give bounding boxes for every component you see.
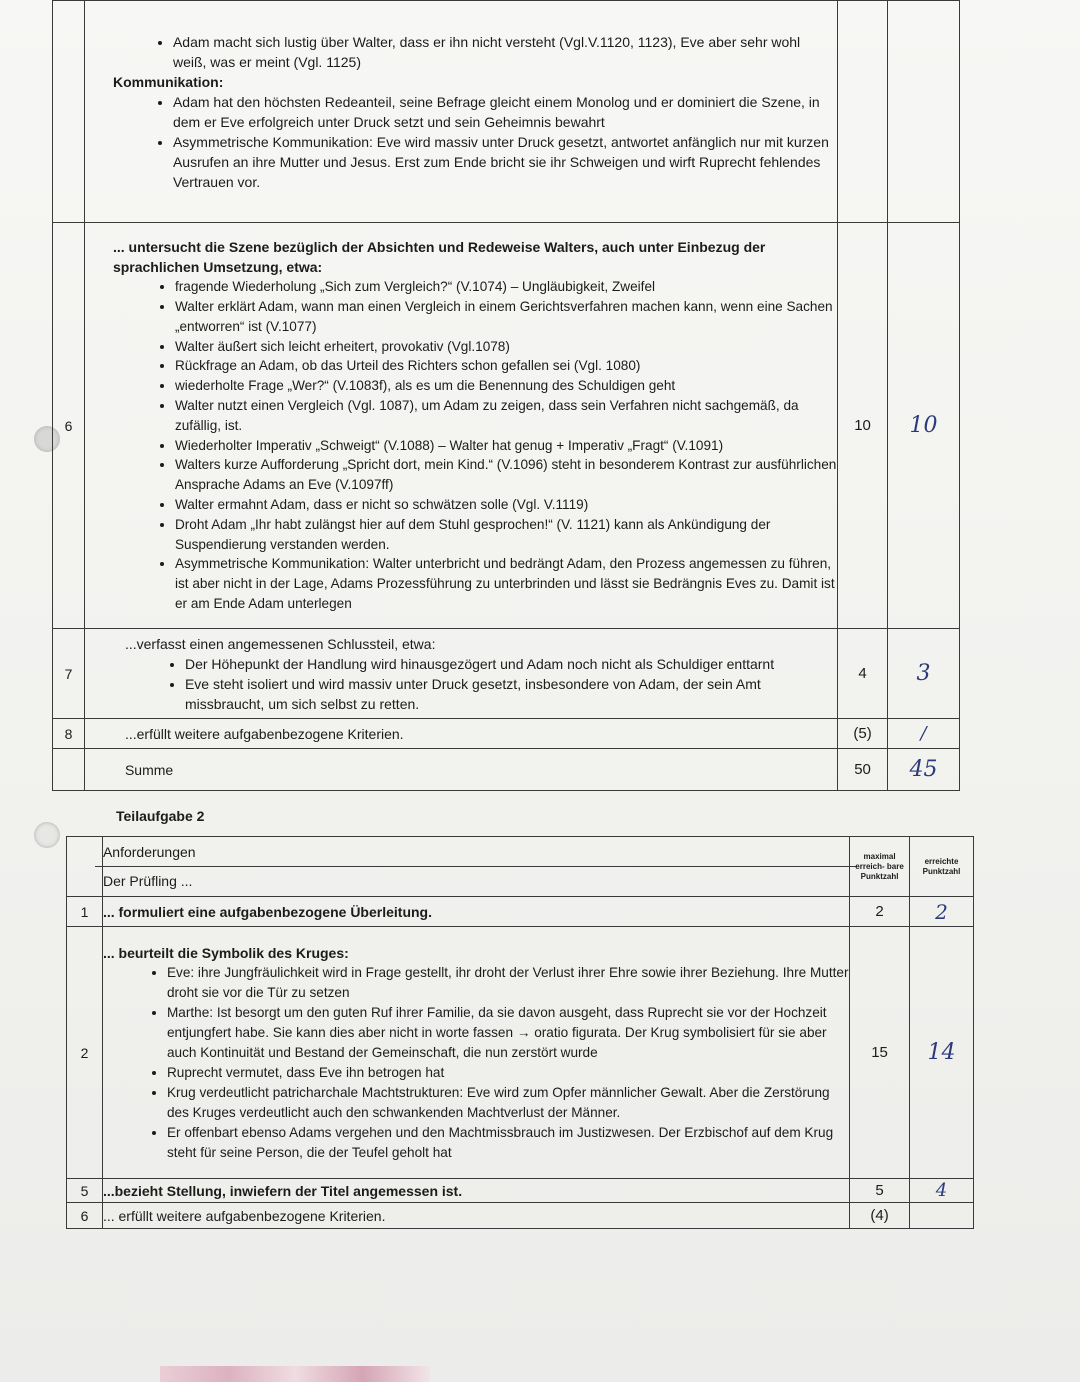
list-item: • Rückfrage an Adam, ob das Urteil des Richters schon gefallen sei (Vgl. 1080) xyxy=(175,356,837,376)
list-item: • Walter nutzt einen Vergleich (Vgl. 1087), um Adam zu zeigen, dass sein Verfahren nicht sachgemäß, da zufällig, ist. xyxy=(175,396,837,436)
list-item: • Walter ermahnt Adam, dass er nicht so schwätzen solle (Vgl. V.1119) xyxy=(175,495,837,515)
max-points: 2 xyxy=(850,897,910,927)
column-header-achieved: erreichte Punktzahl xyxy=(910,837,974,897)
list-item: • Walters kurze Aufforderung „Spricht dort, mein Kind.“ (V.1096) steht in besonderem Kontrast zur ausführlichen Ansprache Adams an Eve (V.1097ff) xyxy=(175,455,837,495)
row-number: 2 xyxy=(67,927,103,1179)
row-number: 6 xyxy=(53,223,85,629)
criterion-text: ...erfüllt weitere aufgabenbezogene Kriterien. xyxy=(124,725,404,742)
section-heading: Kommunikation: xyxy=(112,73,224,90)
column-header-max: maximal erreich- bare Punktzahl xyxy=(850,837,910,897)
pruefling-label: Der Prüfling ... xyxy=(95,866,857,891)
section-title: Teilaufgabe 2 xyxy=(116,808,205,824)
criterion-text xyxy=(102,927,849,1179)
punch-hole-bottom xyxy=(34,822,60,848)
table-row xyxy=(53,1,960,223)
list-item: • Er offenbart ebenso Adams vergehen und den Machtmissbrauch im Justizwesen. Der Erzbischof auf dem Krug steht für seine Person, die der Teufel geholt hat xyxy=(167,1123,849,1163)
criterion-text: ... erfüllt weitere aufgabenbezogene Kriterien. xyxy=(102,1207,386,1224)
table-header-row xyxy=(67,837,974,897)
table-row xyxy=(67,897,974,927)
list-item: • Eve: ihre Jungfräulichkeit wird in Frage gestellt, ihr droht der Verlust ihrer Ehre sowie ihrer Beziehung. Ihre Mutter droht sie vor die Tür zu setzen xyxy=(167,963,849,1003)
criterion-text: ... formuliert eine aufgabenbezogene Überleitung. xyxy=(102,903,432,920)
bullet-list xyxy=(103,963,849,1163)
grading-table-2 xyxy=(66,836,974,1229)
list-item: • wiederholte Frage „Wer?“ (V.1083f), als es um die Benennung des Schuldigen geht xyxy=(175,376,837,396)
max-points: 10 xyxy=(838,223,888,629)
max-points: 15 xyxy=(850,927,910,1179)
list-item: • Krug verdeutlicht patricharchale Machtstrukturen: Eve wird zum Opfer männlicher Gewalt. Aber die Zerstörung des Kruges verdeutlicht auch den schwankenden Machtverlust der Männer. xyxy=(167,1083,849,1123)
pink-object-edge xyxy=(160,1366,430,1382)
list-item: • Asymmetrische Kommunikation: Walter unterbricht und bedrängt Adam, den Prozess angemessen zu führen, ist aber nicht in der Lage, Adams Prozessführung zu unterbrinden und lässt sie Bedrängnis Eves zu. Damit ist er am Ende Adam unterlegen xyxy=(175,554,837,613)
list-item: • Wiederholter Imperativ „Schweigt“ (V.1088) – Walter hat genug + Imperativ „Fragt“ (V.1091) xyxy=(175,436,837,456)
criterion-text: ...bezieht Stellung, inwiefern der Titel angemessen ist. xyxy=(102,1182,463,1199)
table-row xyxy=(53,719,960,749)
achieved-points-handwritten xyxy=(910,1203,974,1229)
list-item: • Asymmetrische Kommunikation: Eve wird massiv unter Druck gesetzt, antwortet anfänglich nur mit kurzen Ausrufen an ihre Mutter und Jesus. Erst zum Ende bricht sie ihr Schweigen und wirft Ruprecht fehlendes Vertrauen vor. xyxy=(173,132,837,192)
criterion-heading: ... beurteilt die Symbolik des Kruges: xyxy=(102,944,349,961)
criterion-text xyxy=(84,1,837,223)
achieved-points-handwritten: / xyxy=(888,719,960,749)
list-item: • Ruprecht vermutet, dass Eve ihn betrogen hat xyxy=(167,1063,849,1083)
list-item: • Adam hat den höchsten Redeanteil, seine Befrage gleicht einem Monolog und er dominiert die Szene, in dem er Eve erfolgreich unter Druck setzt und sein Geheimnis bewahrt xyxy=(173,92,837,132)
bullet-list xyxy=(85,32,837,72)
max-points: 4 xyxy=(838,629,888,719)
criterion-heading: ... untersucht die Szene bezüglich der Absichten und Redeweise Walters, auch unter Einbezug der sprachlichen Umsetzung, etwa: xyxy=(112,239,766,276)
table-row xyxy=(53,629,960,719)
sum-label: Summe xyxy=(124,761,174,778)
table-row xyxy=(53,223,960,629)
achieved-points-handwritten: 14 xyxy=(910,927,974,1179)
list-item: • Der Höhepunkt der Handlung wird hinausgezögert und Adam noch nicht als Schuldiger enttarnt xyxy=(185,654,837,674)
achieved-points-handwritten: 10 xyxy=(888,223,960,629)
max-points: (5) xyxy=(838,719,888,749)
achieved-points-handwritten: 2 xyxy=(910,897,974,927)
row-number: 6 xyxy=(67,1203,103,1229)
max-points: (4) xyxy=(850,1203,910,1229)
list-item: • Marthe: Ist besorgt um den guten Ruf ihrer Familie, da sie davon ausgeht, dass Ruprecht sie vor der Hochzeit entjungfert habe. Sie kann dies aber nicht in worte fassen → oratio figurata. Der Krug symbolisiert für sie aber auch Kontinuität und Bestand der Gemeinschaft, die nun zerstört wurde xyxy=(167,1003,849,1063)
table-row xyxy=(67,1179,974,1203)
max-points: 50 xyxy=(838,749,888,791)
achieved-points-handwritten: 45 xyxy=(888,749,960,791)
list-item: • fragende Wiederholung „Sich zum Vergleich?“ (V.1074) – Ungläubigkeit, Zweifel xyxy=(175,277,837,297)
bullet-list xyxy=(85,654,837,714)
bullet-list xyxy=(85,277,837,614)
table-row xyxy=(67,1203,974,1229)
table-row xyxy=(53,749,960,791)
max-points: 5 xyxy=(850,1179,910,1203)
criterion-heading: ...verfasst einen angemessenen Schlussteil, etwa: xyxy=(124,635,436,652)
list-item: • Adam macht sich lustig über Walter, dass er ihn nicht versteht (Vgl.V.1120, 1123), Eve aber sehr wohl weiß, was er meint (Vgl. 1125) xyxy=(173,32,837,72)
achieved-points-handwritten: 4 xyxy=(910,1179,974,1203)
list-item: • Walter erklärt Adam, wann man einen Vergleich in einem Gerichtsverfahren machen kann, wenn eine Sachen „entworren“ ist (V.1077) xyxy=(175,297,837,337)
row-number: 8 xyxy=(53,719,85,749)
list-item: • Droht Adam „Ihr habt zulängst hier auf dem Stuhl gesprochen!“ (V. 1121) kann als Ankündigung der Suspendierung verstanden werden. xyxy=(175,515,837,555)
criterion-text xyxy=(84,629,837,719)
row-number: 7 xyxy=(53,629,85,719)
column-header-anforderungen: Anforderungen xyxy=(102,844,196,860)
criterion-text xyxy=(84,223,837,629)
grading-table-1 xyxy=(52,0,960,791)
table-row xyxy=(67,927,974,1179)
row-number: 5 xyxy=(67,1179,103,1203)
row-number: 1 xyxy=(67,897,103,927)
achieved-points-handwritten: 3 xyxy=(888,629,960,719)
list-item: • Walter äußert sich leicht erheitert, provokativ (Vgl.1078) xyxy=(175,337,837,357)
list-item: • Eve steht isoliert und wird massiv unter Druck gesetzt, insbesondere von Adam, der sein Amt missbraucht, um sich selbst zu retten. xyxy=(185,674,837,714)
bullet-list xyxy=(85,92,837,192)
